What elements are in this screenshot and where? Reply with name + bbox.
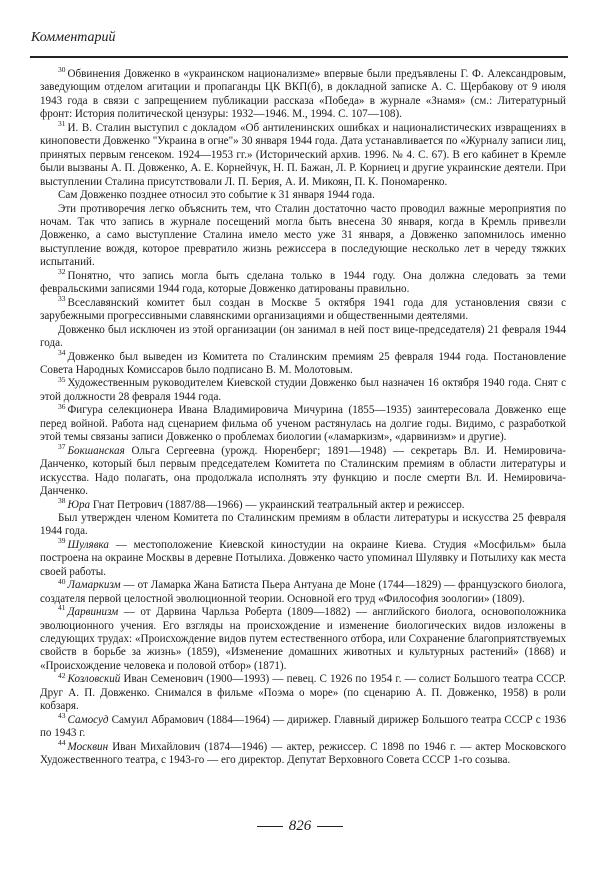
paragraph-text: Ольга Сергеевна (урожд. Нюренберг; 1891—1948) — секретарь Вл. И. Немировича-Данченко, который был первым председателем Комитета по Сталинским премиям в области литературы и искусства. Надо полагать, она продолжала исполнять эту функцию и после смерти Вл. И. Немировича-Данченко.	[40, 444, 566, 498]
footnote-number: 35	[58, 374, 66, 384]
dash-left	[257, 826, 283, 827]
footnote-39	[40, 536, 566, 579]
footnote-term: Москвин	[67, 740, 109, 753]
paragraph	[40, 203, 566, 270]
paragraph-text: Был утвержден членом Комитета по Сталинским премиям в области литературы и искусства 25 февраля 1944 года.	[40, 511, 566, 538]
footnote-term: Шулявка	[67, 538, 109, 551]
footnote-term: Юра	[67, 498, 91, 511]
paragraph-text: Иван Семенович (1900—1993) — певец. С 1926 по 1954 г. — солист Большого театра СССР. Друг А. П. Довженко. Снимался в фильме «Поэма о море» (по сценарию А. П. Довженко, 1958) в роли кобзаря.	[40, 673, 566, 713]
paragraph-text: Художественным руководителем Киевской студии Довженко был назначен 16 октября 1940 года. Снят с этой должности 28 февраля 1944 года.	[40, 377, 566, 403]
paragraph-text: Иван Михайлович (1874—1946) — актер, режиссер. С 1898 по 1946 г. — актер Московского Художественного театра, с 1943-го — его директор. Депутат Верховного Совета СССР 1-го созыва.	[40, 740, 566, 767]
footnote-33	[40, 294, 566, 324]
commentary-body	[40, 65, 566, 768]
paragraph-text: Всеславянский комитет был создан в Москве 5 октября 1941 года для установления связи с зарубежными прогрессивными славянскими организациями и общественными деятелями.	[40, 296, 566, 323]
footnote-term: Бокшанская	[67, 444, 125, 457]
running-header: Комментарий	[31, 30, 116, 45]
paragraph-text: Гнат Петрович (1887/88—1966) — украинский театральный актер и режиссер.	[90, 498, 465, 511]
page-number: 826	[288, 818, 312, 834]
paragraph-text: Сам Довженко позднее относил это событие к 31 января 1944 года.	[58, 189, 375, 202]
footnote-term: Самосуд	[67, 713, 109, 726]
paragraph-text: Довженко был исключен из этой организации (он занимал в ней пост вице-председателя) 21 февраля 1944 года.	[40, 323, 566, 350]
footnote-number: 43	[58, 711, 66, 721]
footnote-number: 32	[58, 267, 66, 277]
paragraph-text: Обвинения Довженко в «украинском национализме» впервые были предъявлены Г. Ф. Александровым, заведующим отделом агитации и пропаганды ЦК ВКП(б), в докладной записке А. С. Щербакову от 9 июля 1943 года в связи с запрещением публикации рассказа «Победа» в журнале «Знамя» (см.: Литературный фронт: История политической цензуры: 1932—1946. М., 1994. С. 107—108).	[40, 68, 566, 121]
paragraph-text: Самуил Абрамович (1884—1964) — дирижер. Главный дирижер Большого театра СССР с 1936 по 1943 г.	[40, 713, 566, 740]
paragraph-text: — местоположение Киевской киностудии на окраине Киева. Студия «Мосфильм» была построена на окраине Москвы в деревне Потылиха. Довженко часто упоминал Шулявку и Потылиху как места своей работы.	[40, 538, 566, 578]
header-rule	[30, 56, 568, 58]
paragraph-text: — от Ламарка Жана Батиста Пьера Антуана де Моне (1744—1829) — французского биолога, создателя первой целостной эволюционной теории. Основной его труд «Философия зоологии» (1809).	[40, 579, 566, 605]
footnote-term: Дарвинизм	[67, 606, 119, 619]
footnote-43	[40, 711, 566, 741]
paragraph	[40, 512, 566, 539]
footnote-number: 31	[58, 119, 66, 129]
footnote-number: 41	[58, 603, 66, 613]
footnote-number: 44	[58, 737, 66, 747]
footnote-term: Козловский	[67, 673, 121, 686]
paragraph-text: Эти противоречия легко объяснить тем, что Сталин достаточно часто проводил важные мероприятия по ночам. Так что запись в журнале посещений могла быть внесена 30 января, когда в Кремль привезли Довженко, а само выступление Сталина имело место уже 31 января, а Довженко запомнилось именно выступление вождя, которое превратило жизнь режиссера в последующие несколько лет в череду тяжких испытаний.	[40, 202, 566, 269]
footnote-38	[40, 495, 566, 512]
footnote-number: 40	[58, 576, 66, 586]
footnote-37	[40, 442, 566, 499]
footnote-number: 36	[58, 401, 66, 411]
paragraph-text: — от Дарвина Чарльза Роберта (1809—1882) — английского биолога, основоположника эволюционного учения. Его взгляды на происхождение и изменение биологических видов изложены в следующих трудах: «Происхождение видов путем естественного отбора, или Сохранение благоприятствуемых свойств в борьбе за жизнь» (1859), «Изменение домашних животных и культурных растений» (1868) и «Происхождение человека и половой отбор» (1871).	[40, 606, 566, 672]
footnote-number: 34	[58, 347, 66, 357]
paragraph	[40, 189, 566, 202]
footnote-40	[40, 576, 566, 606]
footnote-30	[40, 65, 566, 122]
footnote-number: 39	[58, 536, 66, 546]
paragraph-text: Фигура селекционера Ивана Владимировича Мичурина (1855—1935) заинтересовала Довженко еще перед войной. Работа над сценарием фильма об ученом растянулась на долгие годы. Видимо, с разработкой этой темы связаны записи Довженко о проблемах биологии («ламаркизм», «дарвинизм» и другие).	[40, 404, 566, 444]
footnote-36	[40, 401, 566, 444]
paragraph-text: Понятно, что запись могла быть сделана только в 1944 году. Она должна следовать за теми февральскими записями 1944 года, которые Довженко датированы правильно.	[40, 269, 566, 296]
footnote-44	[40, 737, 566, 768]
paragraph-text: И. В. Сталин выступил с докладом «Об антиленинских ошибках и националистических извращениях в киноповести Довженко "Украина в огне"» 30 января 1944 года. Дата устанавливается по «Журналу записи лиц, принятых первым генсеком. 1924—1953 гг.» (Исторический архив. 1996. № 4. С. 67). В его кабинет в Кремле были вызваны А. П. Довженко, А. Е. Корнейчук, Н. П. Бажан, Л. Р. Корниец и другие украинские деятели. При выступлении Сталина присутствовали Л. П. Берия, А. И. Микоян, П. К. Пономаренко.	[40, 121, 566, 188]
dash-right	[317, 826, 343, 827]
footnote-31	[40, 119, 566, 189]
footnote-42	[40, 670, 566, 713]
footnote-number: 38	[58, 495, 66, 505]
footnote-number: 33	[58, 294, 66, 304]
footnote-34	[40, 347, 566, 378]
footnote-number: 37	[58, 442, 66, 451]
footnote-32	[40, 267, 566, 297]
footnote-41	[40, 603, 566, 673]
paragraph-text: Довженко был выведен из Комитета по Сталинским премиям 25 февраля 1944 года. Постановление Совета Народных Комиссаров было подписано В. М. Молотовым.	[40, 350, 566, 376]
page-footer	[0, 818, 600, 835]
footnote-term: Ламаркизм	[67, 579, 121, 592]
paragraph	[40, 324, 566, 351]
footnote-number: 30	[58, 65, 66, 75]
footnote-35	[40, 374, 566, 404]
footnote-number: 42	[58, 670, 66, 680]
